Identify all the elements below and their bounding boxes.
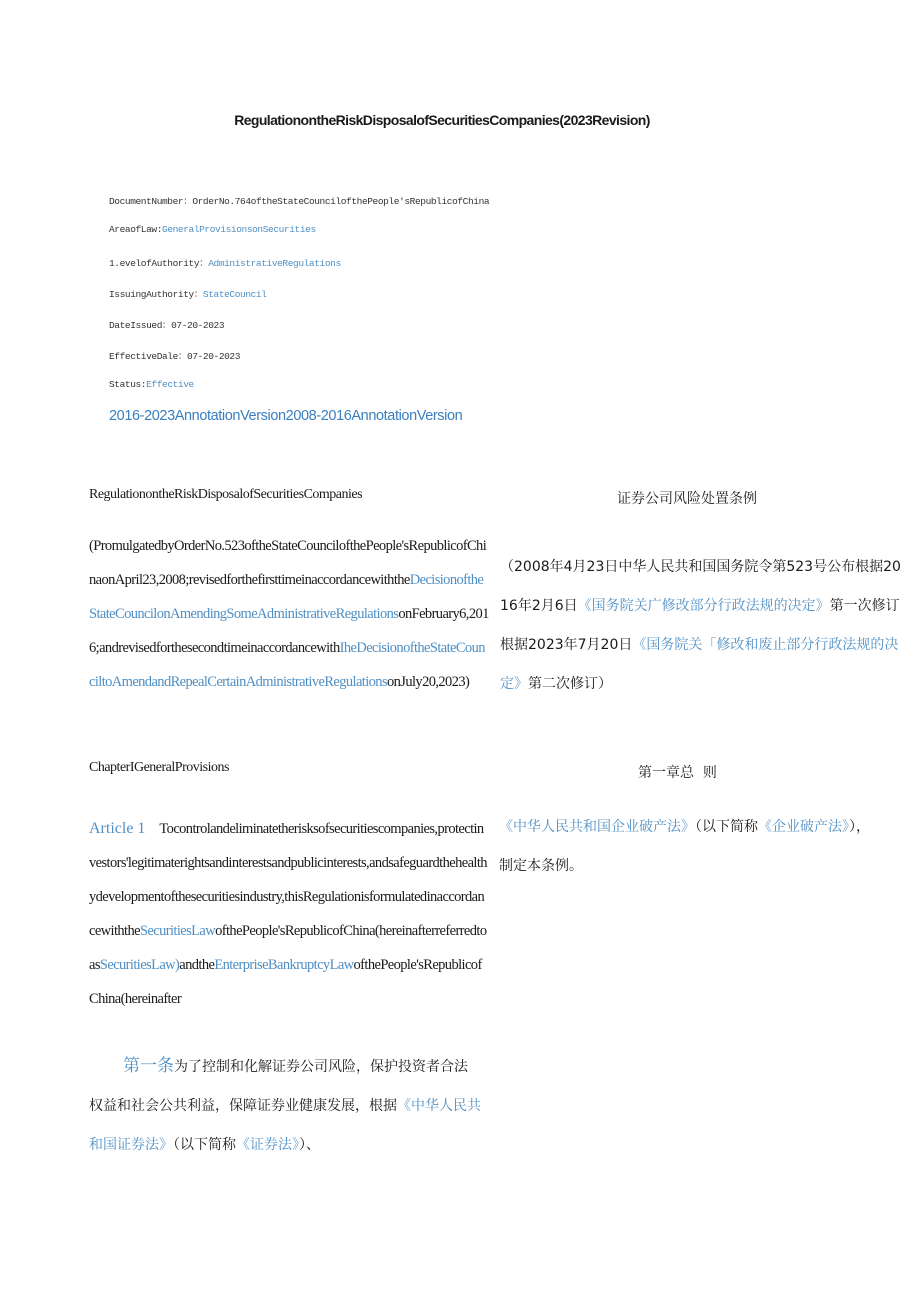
heading-zh: 证券公司风险处置条例 — [617, 491, 757, 507]
securities-law-short-zh-link[interactable]: 《证券法》 — [236, 1137, 299, 1153]
decision-2023-link-en[interactable]: IheDecisionoftheStateCounciltoAmendandRepealCertainAdministrativeRegulations — [89, 640, 485, 690]
enterprise-bankruptcy-law-zh-link[interactable]: 《中华人民共和国企业破产法》 — [499, 819, 695, 835]
promulgation-en-text-3: onJuly20,2023) — [387, 674, 470, 690]
decision-2016-link-zh[interactable]: 《国务院关广修改部分行政法规的决定》 — [577, 598, 830, 614]
promulgation-zh-text-1: （2008年4月23日中华人民共和国国务院令第523号公布根据2016年2月6日 — [500, 559, 901, 614]
chapter-heading-zh: 第一章总 则 — [638, 765, 717, 781]
article-1-zh-continued — [499, 808, 879, 886]
date-issued-label: DateIssued： — [109, 320, 172, 331]
article-1-en-text-3: andthe — [179, 957, 215, 973]
article-1-zh-text-2: （以下简称 — [173, 1137, 236, 1153]
enterprise-bankruptcy-law-short-zh-link[interactable]: 《企业破产法》 — [758, 819, 849, 835]
date-issued-row — [109, 317, 224, 331]
annotation-version-links — [109, 408, 462, 424]
document-number-label: DocumentNumber： — [109, 196, 193, 207]
article-1-en — [89, 812, 489, 1016]
effective-date-row — [109, 348, 240, 362]
enterprise-bankruptcy-law-link[interactable]: EnterpriseBankruptcyLaw — [214, 957, 354, 973]
heading-en: RegulationontheRiskDisposalofSecuritiesCompanies — [89, 487, 363, 502]
securities-law-link[interactable]: SecuritiesLaw — [139, 923, 216, 939]
promulgation-en-text-1: (PromulgatedbyOrderNo.523oftheStateCouncilofthePeople'sRepublicofChinaonApril23,2008;revisedforthefirsttimeinaccordancewiththe — [89, 538, 487, 588]
decision-2023-link-zh[interactable]: 《国务院关「修改和废止部分行政法规的决定》 — [500, 637, 899, 692]
area-of-law-row — [109, 224, 316, 235]
promulgation-zh-text-3: 第二次修订） — [528, 676, 612, 692]
article-1-zh-cont-text-1: （以下简称 — [695, 819, 758, 835]
chapter-heading-en: ChapterIGeneralProvisions — [89, 760, 229, 775]
effective-date-value: 07-20-2023 — [187, 351, 241, 362]
promulgation-note-en — [89, 529, 489, 699]
document-title: RegulationontheRiskDisposalofSecuritiesCompanies(2023Revision) — [234, 112, 650, 128]
article-1-zh-text-1: 为了控制和化解证券公司风险，保护投资者合法权益和社会公共利益，保障证券业健康发展，根据 — [89, 1059, 468, 1114]
article-1-zh — [89, 1047, 481, 1165]
document-number-row — [109, 193, 489, 207]
issuing-authority-row — [109, 286, 267, 300]
annotation-version-2008-link[interactable]: 2008-2016AnnotationVersion — [285, 408, 463, 424]
article-1-en-text-1: Tocontrolandeliminatetherisksofsecuritiescompanies,protectinvestors'legitimaterightsandinterestsandpublicinterests,andsafeguardthehealthydevelopmentofthesecuritiesindustry,thisRegulationisformulatedinaccordancewiththe — [89, 821, 487, 939]
status-label: Status: — [109, 379, 147, 390]
article-1-zh-text-3: ）、 — [299, 1137, 320, 1153]
securities-law-short-link[interactable]: SecuritiesLaw) — [99, 957, 180, 973]
securities-law-zh-link[interactable]: 《中华人民共和国证券法》 — [89, 1098, 481, 1153]
issuing-authority-link[interactable]: StateCouncil — [202, 289, 267, 300]
level-of-authority-link[interactable]: AdministrativeRegulations — [208, 258, 341, 269]
level-of-authority-row — [109, 255, 341, 269]
level-of-authority-label: 1.evelofAuthority： — [109, 258, 209, 269]
promulgation-note-zh — [500, 548, 904, 704]
area-of-law-label: AreaofLaw: — [109, 224, 163, 235]
annotation-version-2016-link[interactable]: 2016-2023AnnotationVersion — [109, 408, 286, 424]
area-of-law-link[interactable]: GeneralProvisionsonSecurities — [162, 224, 316, 235]
document-number-value: OrderNo.764oftheStateCouncilofthePeople'sRepublicofChina — [192, 196, 490, 207]
issuing-authority-label: IssuingAuthority： — [109, 289, 203, 300]
article-1-zh-label[interactable]: 第一条 — [123, 1056, 174, 1076]
article-1-label[interactable]: Article 1 — [89, 820, 146, 837]
status-row — [109, 379, 194, 390]
status-link[interactable]: Effective — [146, 379, 194, 390]
effective-date-label: EffectiveDale： — [109, 351, 188, 362]
promulgation-en-text-2: onFebruary6,2016;andrevisedforthesecondtimeinaccordancewith — [89, 606, 489, 656]
promulgation-zh-text-2: 第一次修订根据2023年7月20日 — [500, 598, 900, 653]
date-issued-value: 07-20-2023 — [171, 320, 225, 331]
article-1-en-text-2: ofthePeople'sRepublicofChina(hereinafterreferredtoas — [89, 923, 487, 973]
article-1-en-text-4: ofthePeople'sRepublicofChina(hereinafter — [89, 957, 482, 1007]
article-1-zh-cont-text-2: ），制定本条例。 — [499, 819, 870, 874]
decision-2016-link-en[interactable]: DecisionoftheStateCouncilonAmendingSomeAdministrativeRegulations — [89, 572, 484, 622]
